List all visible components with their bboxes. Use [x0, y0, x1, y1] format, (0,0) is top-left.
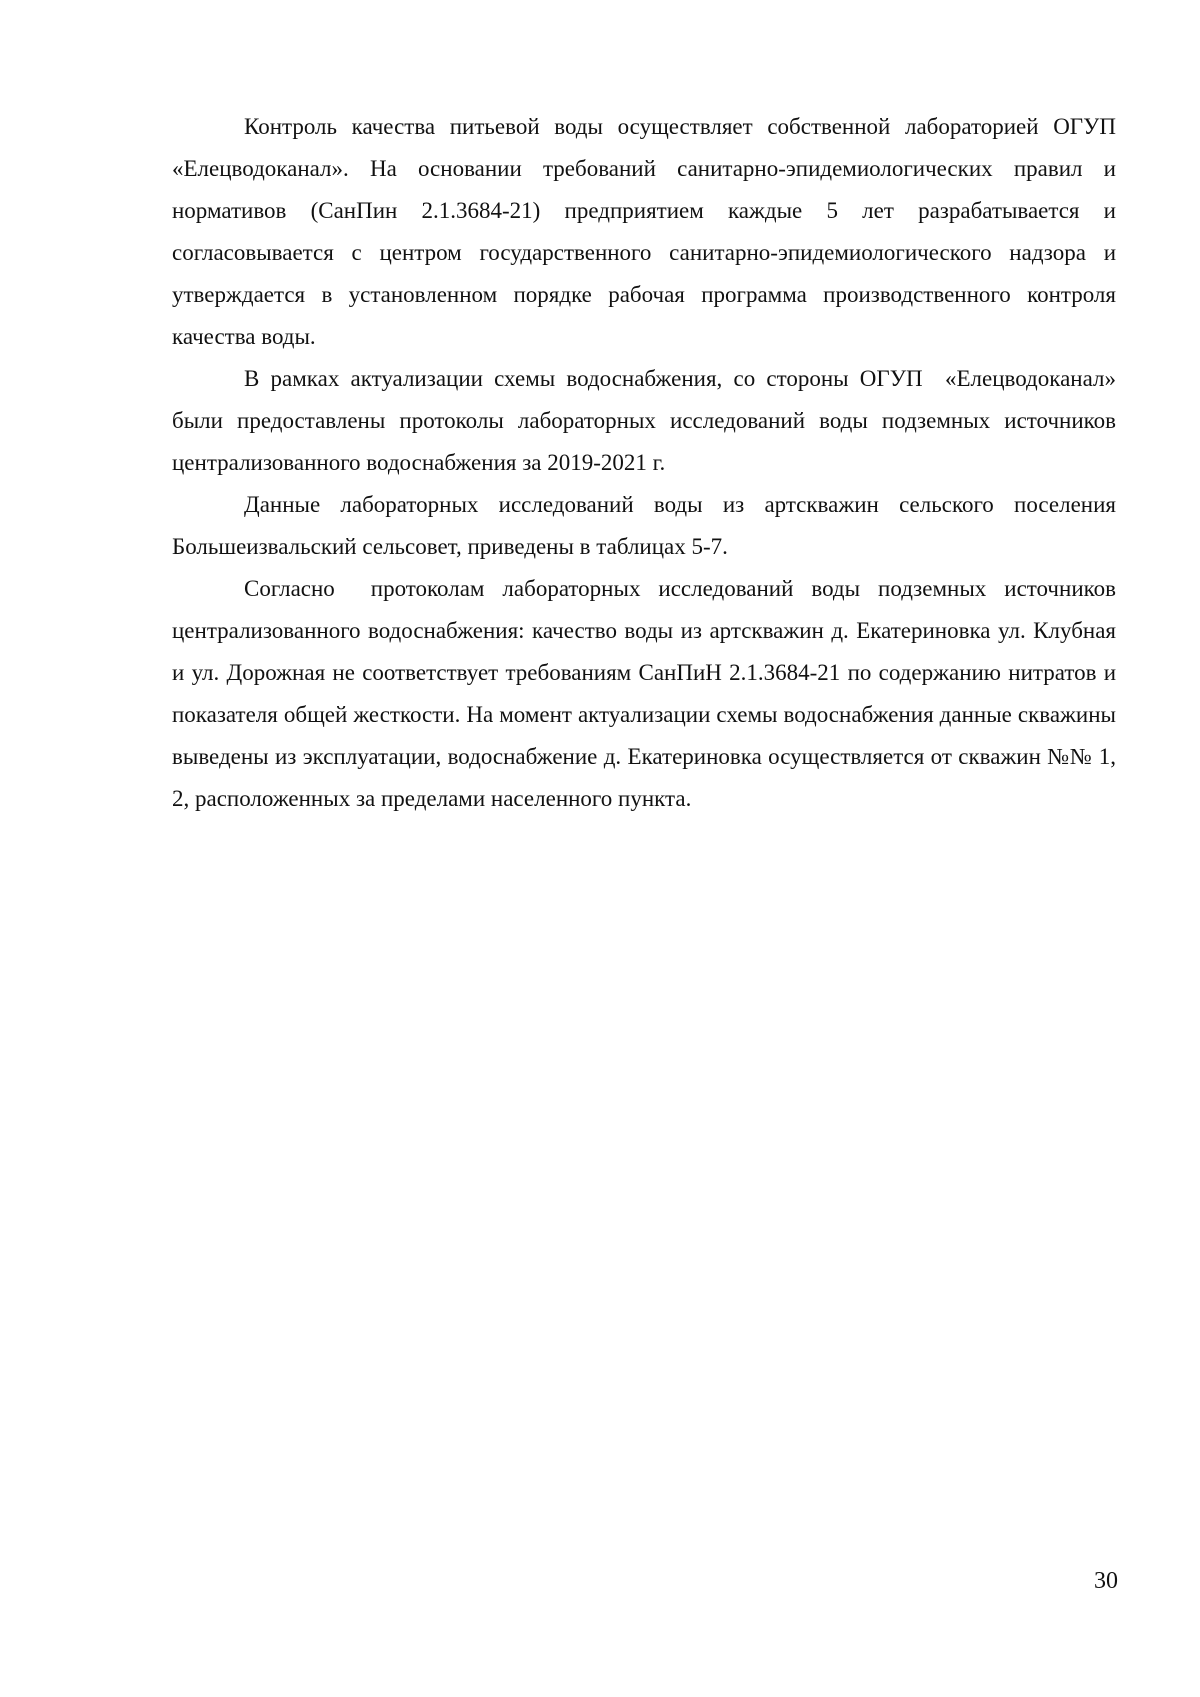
page-number: 30 — [1094, 1568, 1118, 1594]
paragraph-lab-protocols: В рамках актуализации схемы водоснабжения, со стороны ОГУП «Елецводоканал» были предоставлены протоколы лабораторных исследований воды подземных источников централизованного водоснабжения за 2019-2021 г. — [172, 366, 1122, 475]
paragraph-water-quality-conclusion: Согласно протоколам лабораторных исследований воды подземных источников централизованного водоснабжения: качество воды из артскважин д. Екатериновка ул. Клубная и ул. Дорожная не соответствует требованиям СанПиН 2.1.3684-21 по содержанию нитратов и показателя общей жесткости. На момент актуализации схемы водоснабжения данные скважины выведены из эксплуатации, водоснабжение д. Екатериновка осуществляется от скважин №№ 1, 2, расположенных за пределами населенного пункта. — [172, 576, 1134, 811]
paragraph-lab-data-tables: Данные лабораторных исследований воды из артскважин сельского поселения Большеизвальский сельсовет, приведены в таблицах 5-7. — [172, 492, 1122, 559]
paragraph-quality-control: Контроль качества питьевой воды осуществляет собственной лабораторией ОГУП «Елецводоканал». На основании требований санитарно-эпидемиологических правил и нормативов (СанПин 2.1.3684-21) предприятием каждые 5 лет разрабатывается и согласовывается с центром государственного санитарно-эпидемиологического надзора и утверждается в установленном порядке рабочая программа производственного контроля качества воды. — [172, 114, 1122, 349]
document-body — [172, 106, 1134, 820]
